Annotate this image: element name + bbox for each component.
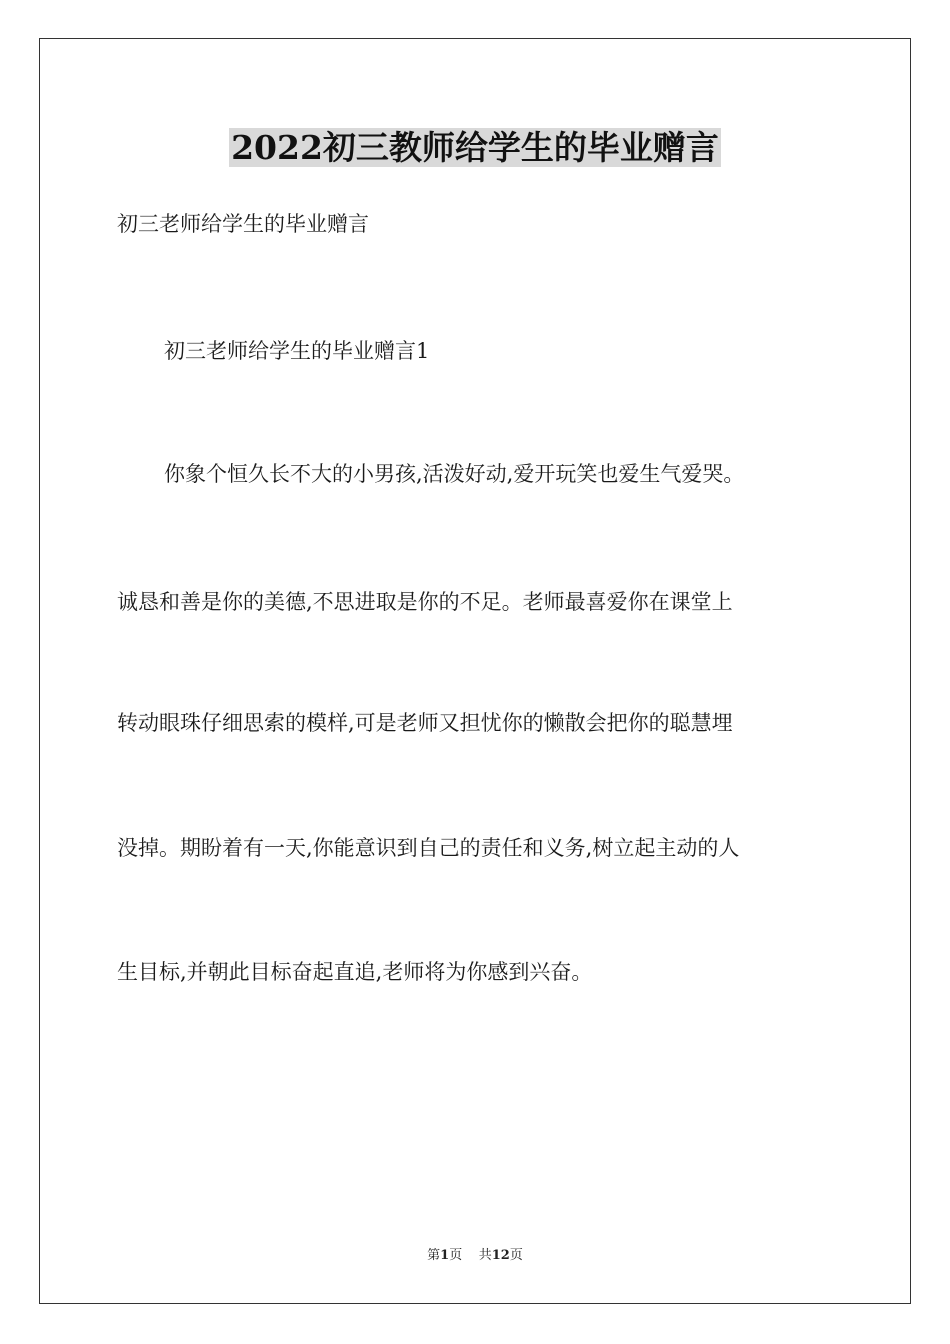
footer-page-suffix: 页	[449, 1248, 463, 1263]
paragraph-line-2: 诚恳和善是你的美德,不思进取是你的不足。老师最喜爱你在课堂上	[117, 590, 733, 614]
paragraph-line-3: 转动眼珠仔细思索的模样,可是老师又担忧你的懒散会把你的聪慧埋	[117, 711, 733, 735]
footer-page-prefix: 第	[427, 1248, 441, 1263]
footer-page-current: 1	[440, 1248, 450, 1263]
footer-total-prefix: 共	[478, 1248, 492, 1263]
paragraph-line-5: 生目标,并朝此目标奋起直追,老师将为你感到兴奋。	[117, 960, 593, 984]
subtitle-line: 初三老师给学生的毕业赠言	[117, 212, 369, 236]
paragraph-line-4: 没掉。期盼着有一天,你能意识到自己的责任和义务,树立起主动的人	[117, 836, 740, 860]
document-title-text: 2022初三教师给学生的毕业赠言	[231, 128, 719, 167]
footer-total-suffix: 页	[509, 1248, 523, 1263]
section-heading: 初三老师给学生的毕业赠言1	[164, 339, 430, 363]
document-title	[0, 128, 950, 168]
paragraph-line-1: 你象个恒久长不大的小男孩,活泼好动,爱开玩笑也爱生气爱哭。	[164, 462, 745, 486]
footer-page-total: 12	[491, 1248, 510, 1263]
page-footer	[0, 1247, 950, 1265]
